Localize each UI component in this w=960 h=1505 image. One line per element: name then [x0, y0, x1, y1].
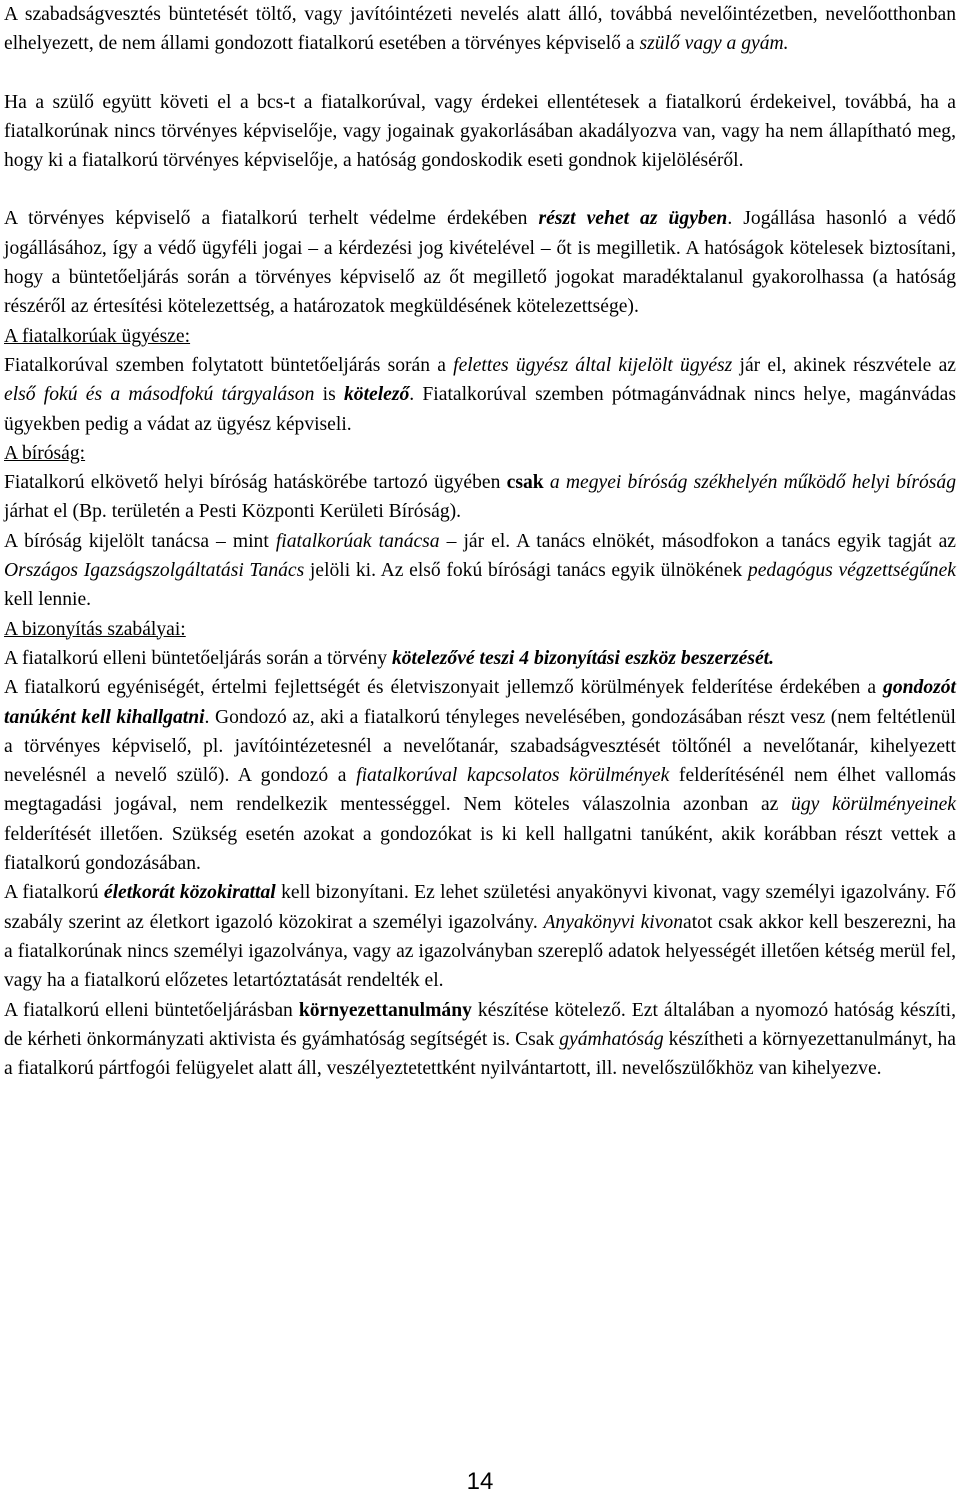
paragraph-prosecutor: Fiatalkorúval szemben folytatott büntetőeljárás során a felettes ügyész által kijelölt ügyész jár el, akinek részvétele az első fokú és a másodfokú tárgyaláson is kötelező. Fiatalkorúval szemben pótmagánvádnak nincs helye, magánvádas ügyekben pedig a vádat az ügyész képviseli.	[4, 354, 957, 435]
paragraph-evidence-intro: A fiatalkorú elleni büntetőeljárás során a törvény kötelezővé teszi 4 bizonyítási eszköz beszerzését.	[4, 647, 774, 669]
heading-evidence-rules: A bizonyítás szabályai:	[4, 618, 186, 640]
heading-court: A bíróság:	[4, 442, 86, 464]
paragraph-legal-representative: A szabadságvesztés büntetését töltő, vagy javítóintézeti nevelés alatt álló, továbbá nevelőintézetben, nevelőotthonban elhelyezett, de nem állami gondozott fiatalkorú esetében a törvényes képviselő a szülő vagy a gyám.	[4, 4, 956, 55]
heading-prosecutor: A fiatalkorúak ügyésze:	[4, 325, 191, 347]
document-page	[4, 0, 956, 1505]
paragraph-representative-rights: A törvényes képviselő a fiatalkorú terhelt védelme érdekében részt vehet az ügyben. Jogállása hasonló a védő jogállásához, így a védő ügyféli jogai – a kérdezési jog kivételével – őt is megilletik. A hatóságok kötelesek biztosítani, hogy a büntetőeljárás során a törvényes képviselő az őt megillető jogokat maradéktalanul gyakorolhassa (a hatóság részéről az értesítési kötelezettség, a határozatok megküldésének kötelezettsége).	[4, 208, 956, 318]
paragraph-guardian-appointment: Ha a szülő együtt követi el a bcs-t a fiatalkorúval, vagy érdekei ellentétesek a fiatalkorú érdekeivel, továbbá, ha a fiatalkorúnak nincs törvényes képviselője, vagy jogainak gyakorlásában akadályozva van, vagy ha nem állapítható meg, hogy ki a fiatalkorú törvényes képviselője, a hatóság gondoskodik eseti gondnok kijelöléséről.	[4, 91, 956, 172]
paragraph-court-council: A bíróság kijelölt tanácsa – mint fiatalkorúak tanácsa – jár el. A tanács elnökét, másodfokon a tanács egyik tagját az Országos Igazságszolgáltatási Tanács jelöli ki. Az első fokú bírósági tanács egyik ülnökének pedagógus végzettségűnek kell lennie.	[4, 530, 956, 611]
page-number: 14	[466, 1468, 494, 1495]
paragraph-guardian-witness: A fiatalkorú egyéniségét, értelmi fejlettségét és életviszonyait jellemző körülmények felderítése érdekében a gondozót tanúként kell kihallgatni. Gondozó az, aki a fiatalkorú tényleges nevelésében, gondozásában részt vesz (nem feltétlenül a törvényes képviselő, pl. javítóintézetesnél a nevelőtanár, szabadságvesztését töltőnél a nevelőtanár, kihelyezett nevelésnél a nevelő szülő). A gondozó a fiatalkorúval kapcsolatos körülmények felderítésénél nem élhet vallomás megtagadási jogával, nem rendelkezik mentességgel. Nem köteles válaszolnia azonban az ügy körülményeinek felderítését illetően. Szükség esetén azokat a gondozókat is ki kell hallgatni tanúként, akik korábban részt vettek a fiatalkorú gondozásában.	[4, 677, 956, 875]
paragraph-age-proof: A fiatalkorú életkorát közokirattal kell bizonyítani. Ez lehet születési anyakönyvi kivonat, vagy személyi igazolvány. Fő szabály szerint az életkort igazoló közokirat a személyi igazolvány. Anyakönyvi kivonatot csak akkor kell beszerezni, ha a fiatalkorúnak nincs személyi igazolványa, vagy az igazolványban szereplő adatok helyességét illetően kétség merül fel, vagy ha a fiatalkorú előzetes letartóztatását rendelték el.	[4, 882, 956, 992]
paragraph-environment-study: A fiatalkorú elleni büntetőeljárásban környezettanulmány készítése kötelező. Ezt általában a nyomozó hatóság készíti, de kérheti önkormányzati aktivista és gyámhatóság segítségét is. Csak gyámhatóság készítheti a környezettanulmányt, ha a fiatalkorú pártfogói felügyelet alatt áll, veszélyeztetettként nyilvántartott, ill. nevelőszülőkhöz van kihelyezve.	[4, 999, 956, 1080]
paragraph-court-jurisdiction: Fiatalkorú elkövető helyi bíróság hatáskörébe tartozó ügyében csak a megyei bíróság székhelyén működő helyi bíróság járhat el (Bp. területén a Pesti Központi Kerületi Bíróság).	[4, 472, 956, 523]
